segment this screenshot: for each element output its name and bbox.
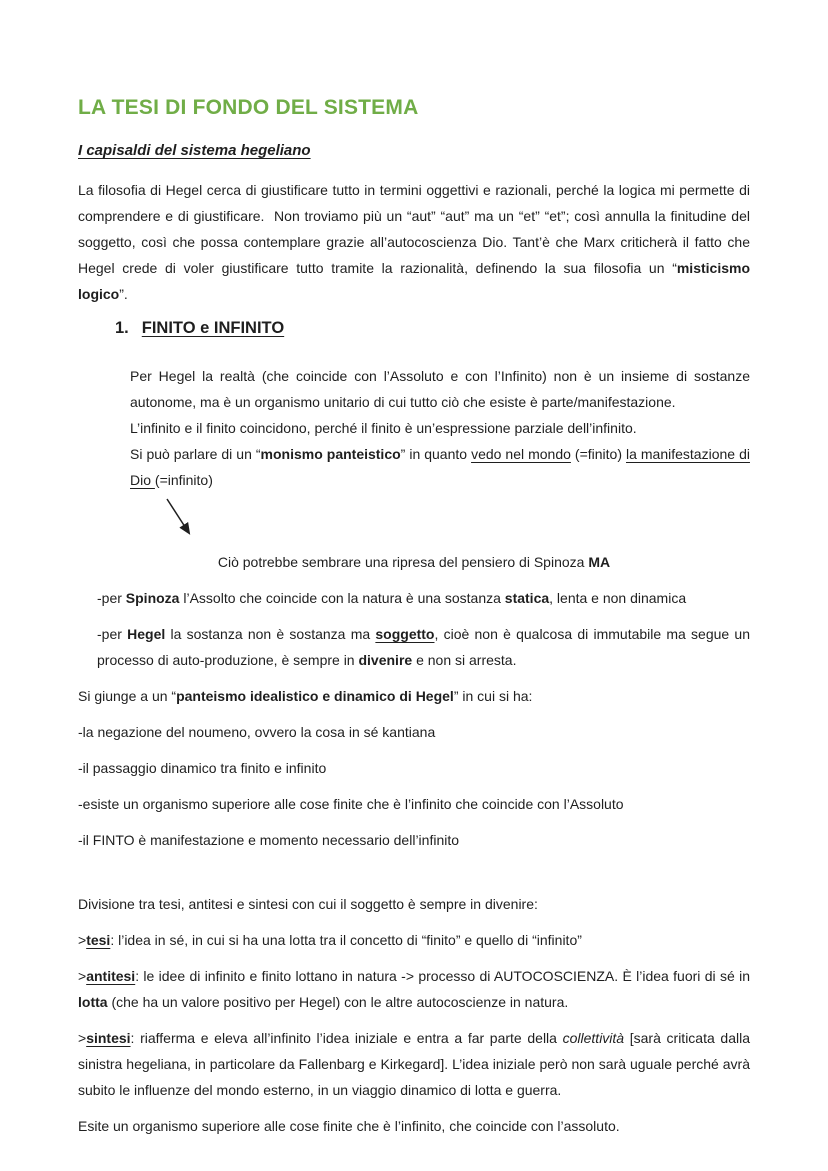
- text-run: divenire: [358, 652, 413, 668]
- text-run: panteismo idealistico e dinamico di Hegel: [176, 688, 454, 704]
- text-run: -la negazione del noumeno, ovvero la cosa in sé kantiana: [78, 724, 436, 740]
- text-run: lotta: [78, 994, 108, 1010]
- text-run: FINITO e INFINITO: [141, 319, 285, 337]
- text-run: -il passaggio dinamico tra finito e infinito: [78, 760, 327, 776]
- text-run: : le idee di infinito e finito lottano in natura -> processo di AUTOCOSCIENZA. È l’idea fuori di sé in: [135, 968, 750, 984]
- text-run: antitesi: [86, 968, 136, 984]
- intro-paragraph: [78, 177, 750, 307]
- text-run: l’Assolto che coincide con la natura è una sostanza: [179, 590, 505, 606]
- dash-item-finto: [78, 827, 750, 853]
- document-body: [78, 177, 750, 1139]
- text-run: ” in cui si ha:: [453, 688, 533, 704]
- text-run: : riafferma e eleva all’infinito l’idea iniziale e entra a far parte della: [130, 1030, 563, 1046]
- text-run: collettività: [562, 1030, 625, 1046]
- text-run: Si giunge a un “: [78, 688, 177, 704]
- text-run: Divisione tra tesi, antitesi e sintesi con cui il soggetto è sempre in divenire:: [78, 896, 538, 912]
- heading-finito-infinito: [115, 317, 750, 339]
- heading-number: 1.: [115, 319, 129, 337]
- finito-paragraph-2: [130, 415, 750, 441]
- text-run: e non si arresta.: [412, 652, 517, 668]
- text-run: tesi: [86, 932, 111, 948]
- text-run: >: [78, 1030, 87, 1046]
- spinoza-ma-line: [78, 549, 750, 575]
- sintesi-paragraph: [78, 1025, 750, 1103]
- dash-item-organismo: [78, 791, 750, 817]
- divisione-paragraph: [78, 891, 750, 917]
- finito-paragraph-3: [130, 441, 750, 493]
- text-run: MA: [588, 554, 611, 570]
- text-run: la sostanza non è sostanza ma: [165, 626, 376, 642]
- text-run: : l’idea in sé, in cui si ha una lotta tra il concetto di “finito” e quello di “infinito”: [110, 932, 582, 948]
- tesi-paragraph: [78, 927, 750, 953]
- per-spinoza-line: [97, 585, 750, 611]
- text-run: Hegel: [127, 626, 166, 642]
- dash-item-noumeno: [78, 719, 750, 745]
- text-run: -il FINTO è manifestazione e momento necessario dell’infinito: [78, 832, 460, 848]
- text-run: statica: [504, 590, 550, 606]
- text-run: >: [78, 968, 87, 984]
- text-run: (che ha un valore positivo per Hegel) con le altre autocoscienze in natura.: [107, 994, 569, 1010]
- text-run: , cioè non è qualcosa di immutabile ma segue un processo di auto-produzione, è sempre in: [97, 626, 750, 668]
- page-title: LA TESI DI FONDO DEL SISTEMA: [78, 96, 419, 119]
- text-run: Spinoza: [125, 590, 180, 606]
- text-run: La filosofia di Hegel cerca di giustificare tutto in termini oggettivi e razionali, perché la logica mi permette di comprendere e di giustificare. Non troviamo più un “aut” “aut” ma un “et” “et”; così annulla la finitudine del soggetto, così che possa contemplare grazie all’autocoscienza Dio. Tant’è che Marx criticherà il fatto che Hegel crede di voler giustificare tutto tramite la razionalità, definendo la sua filosofia un “: [78, 182, 750, 276]
- text-run: monismo panteistico: [260, 446, 401, 462]
- section-gap: [78, 863, 750, 891]
- text-run: -per: [97, 626, 128, 642]
- text-run: ” in quanto: [400, 446, 472, 462]
- text-run: -esiste un organismo superiore alle cose finite che è l’infinito che coincide con l’Assoluto: [78, 796, 624, 812]
- text-run: , lenta e non dinamica: [549, 590, 687, 606]
- finito-paragraph-1: [130, 363, 750, 415]
- text-run: Per Hegel la realtà (che coincide con l’Assoluto e con l’Infinito) non è un insieme di sostanze autonome, ma è un organismo unitario di cui tutto ciò che esiste è parte/manifestazione.: [130, 368, 750, 410]
- per-hegel-paragraph: [97, 621, 750, 673]
- text-run: misticismo logico: [78, 260, 750, 302]
- text-run: (=infinito): [154, 472, 213, 488]
- panteismo-paragraph: [78, 683, 750, 709]
- text-run: (=finito): [570, 446, 626, 462]
- page-subtitle: I capisaldi del sistema hegeliano: [78, 142, 311, 159]
- text-run: Si può parlare di un “: [130, 446, 261, 462]
- text-run: vedo nel mondo: [471, 446, 571, 462]
- text-run: -per: [97, 590, 126, 606]
- text-run: ”.: [119, 286, 128, 302]
- text-run: L’infinito e il finito coincidono, perché il finito è un’espressione parziale dell’infinito.: [130, 420, 637, 436]
- annotation-arrow: [164, 497, 750, 541]
- text-run: la manifestazione di Dio: [130, 446, 750, 488]
- text-run: Ciò potrebbe sembrare una ripresa del pensiero di Spinoza: [217, 554, 589, 570]
- text-run: Esite un organismo superiore alle cose finite che è l’infinito, che coincide con l’assoluto.: [78, 1118, 620, 1134]
- text-run: >: [78, 932, 87, 948]
- dash-item-passaggio: [78, 755, 750, 781]
- antitesi-paragraph: [78, 963, 750, 1015]
- text-run: soggetto: [375, 626, 435, 642]
- text-run: sintesi: [86, 1030, 131, 1046]
- text-run: [sarà criticata dalla sinistra hegeliana, in particolare da Fallenbarg e Kirkegard]. L’idea iniziale però non sarà uguale perché avrà subito le influenze del mondo esterno, in un viaggio dinamico di lotta e guerra.: [78, 1030, 751, 1098]
- esite-paragraph: [78, 1113, 750, 1139]
- down-right-arrow-icon: [164, 497, 200, 541]
